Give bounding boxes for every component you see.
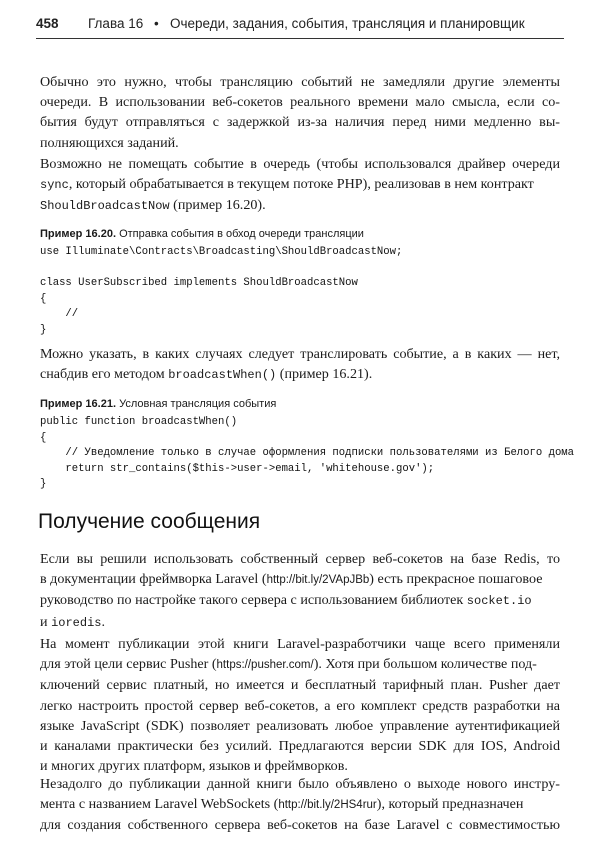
text-line: Если вы решили использовать собственный сервер веб-сокетов на базе Redis, то — [40, 551, 560, 567]
text-line: для создания собственного сервера веб-сокетов на базе Laravel с совместимостью — [40, 817, 560, 834]
running-header — [36, 16, 564, 38]
text-line — [40, 195, 560, 216]
text-line — [40, 590, 560, 611]
text-line — [40, 654, 560, 675]
inline-code: sync — [40, 178, 69, 193]
paragraph-broadcast-when — [40, 344, 560, 385]
text-line: ключений сервис платный, но имеется и бесплатный тарифный план. Pusher дает — [40, 677, 560, 694]
text-fragment: (пример 16.20). — [169, 197, 266, 214]
chapter-label: Глава 16 — [88, 16, 144, 31]
text-fragment: ). Хотя при большом количестве под- — [313, 656, 537, 673]
url-link[interactable]: http://bit.ly/2HS4rur — [278, 799, 377, 812]
paragraph-laravel-websockets — [40, 774, 560, 836]
text-line — [40, 794, 560, 815]
chapter-title: Очереди, задания, события, трансляция и планировщик — [170, 16, 525, 31]
example-title: Условная трансляция события — [116, 398, 277, 410]
text-fragment: руководство по настройке такого сервера с использованием библиотек — [40, 592, 467, 609]
text-line — [40, 569, 560, 590]
text-fragment: , который обрабатывается в текущем потоке PHP), реализовав в нем контракт — [68, 176, 534, 193]
text-fragment: (пример 16.21). — [276, 366, 373, 383]
inline-code: ioredis — [51, 615, 102, 630]
paragraph-pusher — [40, 634, 560, 776]
header-bullet: • — [154, 16, 159, 31]
text-fragment: снабдив его методом — [40, 366, 169, 383]
text-fragment: для этой цели сервис Pusher ( — [40, 656, 217, 673]
text-line: очереди. В использовании веб-сокетов реального времени мало смысла, если со- — [40, 94, 560, 111]
header-rule — [36, 38, 564, 39]
text-fragment: ), который предназначен — [376, 796, 524, 813]
inline-code: socket.io — [466, 594, 532, 609]
text-line: полняющихся заданий. — [40, 134, 179, 151]
text-line — [40, 612, 560, 633]
text-line: языке JavaScript (SDK) позволяет реализовать любое управление аутентификацией — [40, 717, 560, 734]
text-line: Обычно это нужно, чтобы трансляцию событий не замедляли другие элементы — [40, 74, 560, 90]
paragraph-should-broadcast-now — [40, 154, 560, 217]
text-line: и каналами практически без усилий. Предлагаются версии SDK для IOS, Android — [40, 738, 560, 755]
text-line — [40, 364, 560, 385]
text-fragment: и — [40, 613, 52, 630]
section-heading: Получение сообщения — [38, 510, 261, 533]
text-line — [40, 174, 560, 195]
inline-code: ShouldBroadcastNow — [40, 199, 170, 214]
example-label: Пример 16.20. — [40, 228, 117, 240]
page-number: 458 — [36, 16, 59, 31]
text-line: Можно указать, в каких случаях следует транслировать событие, а в каких — нет, — [40, 346, 560, 362]
text-line: Незадолго до публикации данной книги было объявлено о выходе нового инстру- — [40, 776, 560, 792]
paragraph-queue-note — [40, 72, 560, 153]
url-link[interactable]: http://bit.ly/2VApJBb — [266, 574, 370, 587]
text-fragment: ) есть прекрасное пошаговое — [369, 571, 543, 588]
text-line: бытия будут отправляться с задержкой из-за наличия перед ними медленно вы- — [40, 114, 560, 131]
paragraph-redis-server — [40, 549, 560, 633]
example-label: Пример 16.21. — [40, 398, 117, 410]
inline-code: broadcastWhen() — [168, 368, 277, 383]
text-line: и многих других платформ, языков и фреймворков. — [40, 758, 348, 775]
text-line: На момент публикации этой книги Laravel-разработчики чаще всего применяли — [40, 636, 560, 652]
text-line: легко настроить простой сервер веб-сокетов, а его комплект средств разработки на — [40, 697, 560, 714]
code-listing: public function broadcastWhen() { // Уведомление только в случае оформления подписки пользователями из Белого дома return str_contains($this->user->email, 'whitehouse.gov'); } — [40, 416, 575, 490]
text-fragment: . — [101, 613, 106, 630]
url-link[interactable]: https://pusher.com/ — [216, 659, 314, 672]
text-fragment: мента с названием Laravel WebSockets ( — [40, 796, 279, 813]
code-listing: use Illuminate\Contracts\Broadcasting\ShouldBroadcastNow; class UserSubscribed implements ShouldBroadcastNow { // } — [40, 246, 403, 336]
example-title: Отправка события в обход очереди трансляции — [116, 228, 364, 240]
text-line: Возможно не помещать событие в очередь (чтобы использовался драйвер очереди — [40, 156, 560, 172]
text-fragment: в документации фреймворка Laravel ( — [40, 571, 267, 588]
example-caption — [40, 398, 276, 410]
example-caption — [40, 228, 364, 240]
